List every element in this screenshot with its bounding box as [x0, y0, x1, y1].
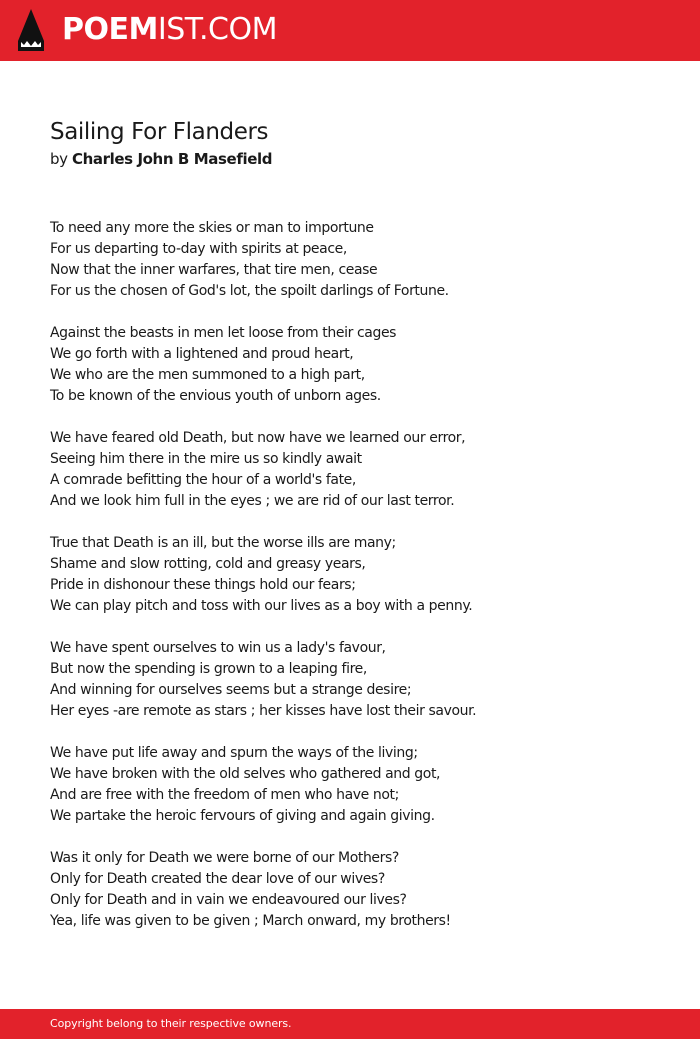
- poem-line: And we look him full in the eyes ; we are rid of our last terror.: [50, 493, 455, 509]
- poem-line: For us the chosen of God's lot, the spoilt darlings of Fortune.: [50, 283, 449, 299]
- poem-line: Against the beasts in men let loose from their cages: [50, 325, 397, 341]
- by-label: by: [50, 150, 68, 168]
- poem-line: We partake the heroic fervours of giving and again giving.: [50, 808, 435, 824]
- logo-text-bold: POEM: [62, 12, 158, 47]
- author-name: Charles John B Masefield: [71, 150, 273, 168]
- poem-line: But now the spending is grown to a leaping fire,: [50, 661, 367, 677]
- poem-line: Was it only for Death we were borne of our Mothers?: [50, 850, 399, 866]
- poem-line: A comrade befitting the hour of a world's fate,: [50, 472, 356, 488]
- poem-line: We who are the men summoned to a high part,: [50, 367, 365, 383]
- stanza: [50, 428, 670, 512]
- stanza: [50, 638, 670, 722]
- poem-line: We have feared old Death, but now have we learned our error,: [50, 430, 466, 446]
- poem-line: Only for Death and in vain we endeavoured our lives?: [50, 892, 407, 908]
- poem-line: True that Death is an ill, but the worse ills are many;: [50, 535, 396, 551]
- poem-line: Only for Death created the dear love of our wives?: [50, 871, 385, 887]
- poem-body: [50, 218, 670, 953]
- site-footer: [0, 1009, 700, 1039]
- stanza: [50, 218, 670, 302]
- poem-line: Shame and slow rotting, cold and greasy years,: [50, 556, 366, 572]
- poem-line: Her eyes -are remote as stars ; her kisses have lost their savour.: [50, 703, 477, 719]
- site-logo[interactable]: [62, 12, 277, 48]
- poem-line: We go forth with a lightened and proud heart,: [50, 346, 354, 362]
- poem-line: We have broken with the old selves who gathered and got,: [50, 766, 441, 782]
- site-header: [0, 0, 700, 61]
- stanza: [50, 533, 670, 617]
- poem-line: To need any more the skies or man to importune: [50, 220, 374, 236]
- poem-line: For us departing to-day with spirits at peace,: [50, 241, 347, 257]
- poem-line: And are free with the freedom of men who have not;: [50, 787, 399, 803]
- poem-line: And winning for ourselves seems but a strange desire;: [50, 682, 412, 698]
- poem-line: Seeing him there in the mire us so kindly await: [50, 451, 362, 467]
- byline: [50, 148, 272, 170]
- poem-title: Sailing For Flanders: [50, 119, 269, 145]
- copyright-notice: Copyright belong to their respective owners.: [50, 1017, 292, 1030]
- poem-line: Pride in dishonour these things hold our fears;: [50, 577, 356, 593]
- pencil-icon[interactable]: [18, 9, 44, 51]
- stanza: [50, 323, 670, 407]
- logo-text-light: IST.COM: [157, 12, 277, 47]
- poem-line: We can play pitch and toss with our lives as a boy with a penny.: [50, 598, 473, 614]
- poem-line: Yea, life was given to be given ; March onward, my brothers!: [50, 913, 451, 929]
- stanza: [50, 743, 670, 827]
- poem-line: Now that the inner warfares, that tire men, cease: [50, 262, 378, 278]
- poem-line: We have spent ourselves to win us a lady's favour,: [50, 640, 386, 656]
- poem-line: We have put life away and spurn the ways of the living;: [50, 745, 418, 761]
- poem-line: To be known of the envious youth of unborn ages.: [50, 388, 381, 404]
- stanza: [50, 848, 670, 932]
